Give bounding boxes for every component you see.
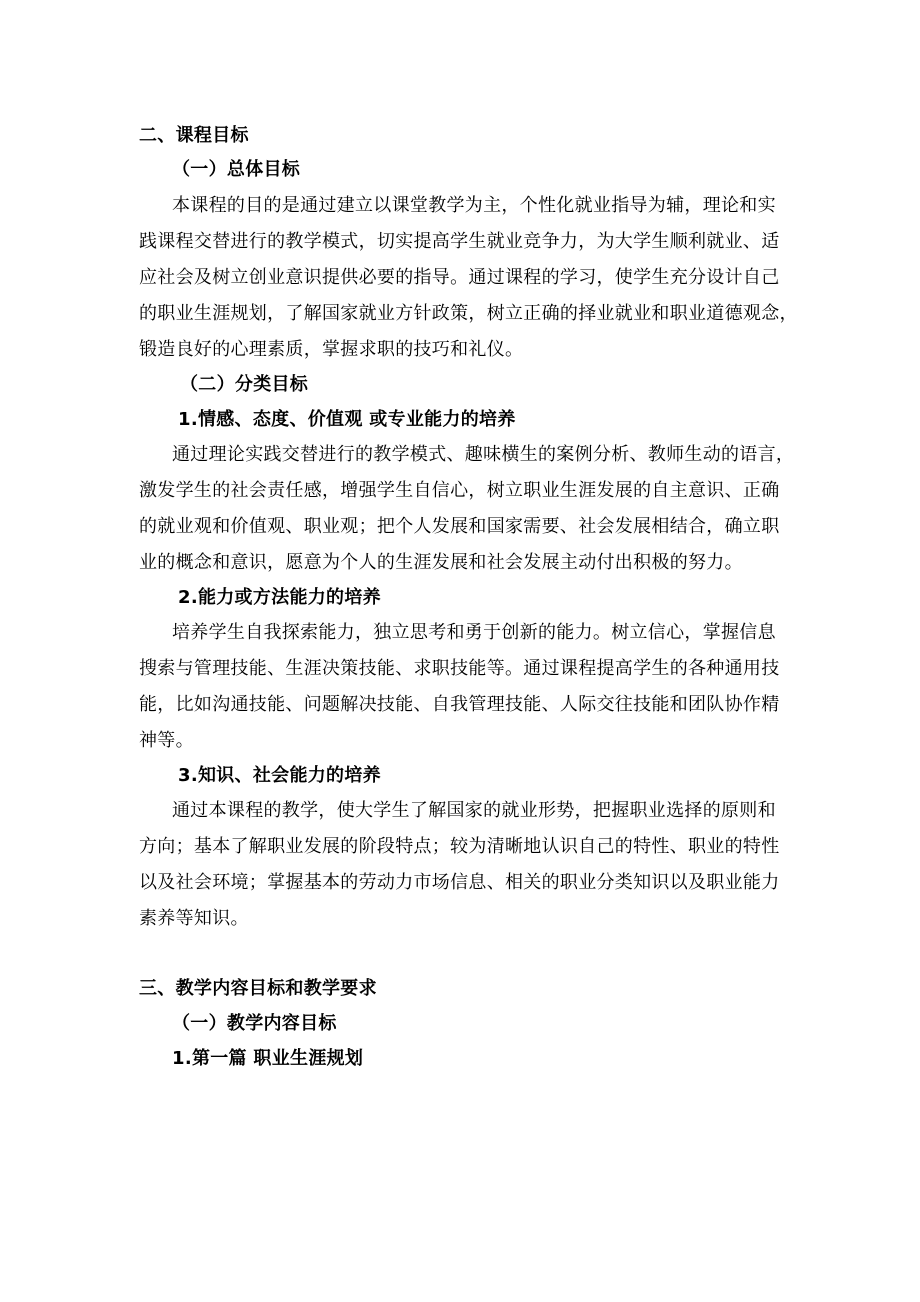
item-2-heading: 2.能力或方法能力的培养 <box>178 587 381 608</box>
paragraph-line: 方向；基本了解职业发展的阶段特点；较为清晰地认识自己的特性、职业的特性 <box>139 836 780 857</box>
paragraph-line: 的就业观和价值观、职业观；把个人发展和国家需要、社会发展相结合，确立职 <box>139 516 780 537</box>
paragraph-line: 以及社会环境；掌握基本的劳动力市场信息、相关的职业分类知识以及职业能力 <box>139 872 780 893</box>
paragraph-line: 能，比如沟通技能、问题解决技能、自我管理技能、人际交往技能和团队协作精 <box>139 694 780 715</box>
paragraph-line: 激发学生的社会责任感，增强学生自信心，树立职业生涯发展的自主意识、正确 <box>139 480 780 501</box>
paragraph-line: 本课程的目的是通过建立以课堂教学为主，个性化就业指导为辅，理论和实 <box>172 195 776 216</box>
section-3-heading: 三、教学内容目标和教学要求 <box>139 978 377 999</box>
teaching-content-goal-heading: （一）教学内容目标 <box>172 1013 337 1034</box>
paragraph-line: 应社会及树立创业意识提供必要的指导。通过课程的学习，使学生充分设计自己 <box>139 267 780 288</box>
part-1-heading: 1.第一篇 职业生涯规划 <box>172 1048 364 1069</box>
category-goal-heading: （二）分类目标 <box>180 374 309 395</box>
paragraph-line: 锻造良好的心理素质，掌握求职的技巧和礼仪。 <box>139 339 524 360</box>
section-2-heading: 二、课程目标 <box>139 125 249 146</box>
paragraph-line: 培养学生自我探索能力，独立思考和勇于创新的能力。树立信心，掌握信息 <box>172 622 776 643</box>
item-1-heading: 1.情感、态度、价值观 或专业能力的培养 <box>178 409 516 430</box>
paragraph-line: 素养等知识。 <box>139 908 249 929</box>
paragraph-line: 搜索与管理技能、生涯决策技能、求职技能等。通过课程提高学生的各种通用技 <box>139 658 780 679</box>
paragraph-line: 神等。 <box>139 730 194 751</box>
paragraph-line: 通过理论实践交替进行的教学模式、趣味横生的案例分析、教师生动的语言， <box>172 444 795 465</box>
item-3-heading: 3.知识、社会能力的培养 <box>178 765 381 786</box>
paragraph-line: 业的概念和意识，愿意为个人的生涯发展和社会发展主动付出积极的努力。 <box>139 552 743 573</box>
paragraph-line: 的职业生涯规划，了解国家就业方针政策，树立正确的择业就业和职业道德观念， <box>139 303 798 324</box>
paragraph-line: 通过本课程的教学，使大学生了解国家的就业形势，把握职业选择的原则和 <box>172 800 776 821</box>
overall-goal-heading: （一）总体目标 <box>172 159 301 180</box>
paragraph-line: 践课程交替进行的教学模式，切实提高学生就业竞争力，为大学生顺利就业、适 <box>139 231 780 252</box>
